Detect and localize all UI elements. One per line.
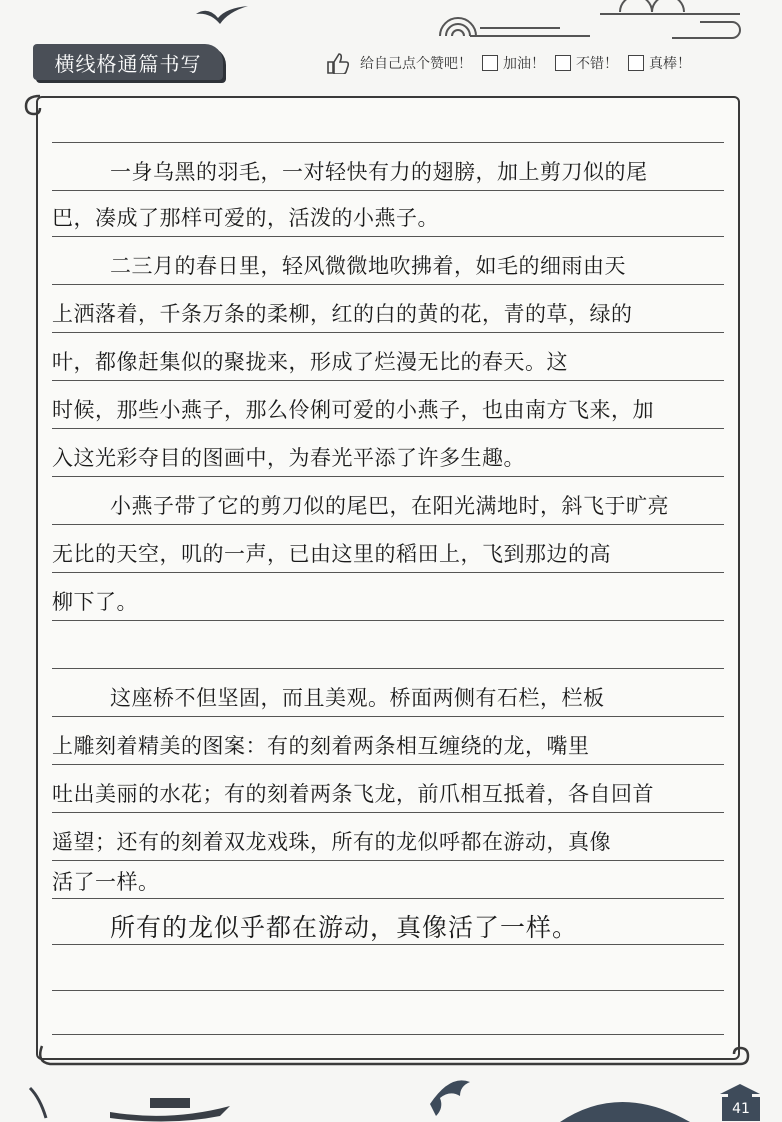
praise-label: 给自己点个赞吧！ xyxy=(360,56,472,72)
rating-option-bucuo[interactable] xyxy=(555,53,618,73)
scroll-curl-top-icon xyxy=(18,92,58,120)
section-title: 横线格通篇书写 xyxy=(54,51,202,76)
text-line: 时候，那些小燕子，那么伶俐可爱的小燕子，也由南方飞来，加 xyxy=(52,398,654,422)
fish-icon xyxy=(430,1080,470,1116)
ruled-line xyxy=(52,1034,724,1035)
text-line: 活了一样。 xyxy=(52,870,160,894)
boat-icon xyxy=(110,1098,230,1122)
text-line xyxy=(52,630,728,670)
checkbox[interactable] xyxy=(482,55,498,71)
bottom-decoration xyxy=(0,1060,782,1122)
text-line: 入这光彩夺目的图画中，为春光平添了许多生趣。 xyxy=(52,446,525,470)
rating-option-label: 加油！ xyxy=(503,56,545,72)
page-number: 41 xyxy=(722,1097,760,1121)
rating-option-zhenbang[interactable] xyxy=(628,53,691,73)
checkbox[interactable] xyxy=(555,55,571,71)
pagoda-icon xyxy=(720,1084,760,1098)
rating-option-jiayou[interactable] xyxy=(482,53,545,73)
bird-icon xyxy=(196,6,248,24)
text-line: 巴，凑成了那样可爱的，活泼的小燕子。 xyxy=(52,206,439,230)
text-line: 二三月的春日里，轻风微微地吹拂着，如毛的细雨由天 xyxy=(110,254,626,278)
ripple-icon xyxy=(440,18,590,36)
text-line-sample: 所有的龙似乎都在游动，真像活了一样。 xyxy=(110,913,579,942)
checkbox[interactable] xyxy=(628,55,644,71)
text-line: 叶，都像赶集似的聚拢来，形成了烂漫无比的春天。这 xyxy=(52,350,568,374)
top-decoration xyxy=(0,0,782,50)
text-line: 小燕子带了它的剪刀似的尾巴，在阳光满地时，斜飞于旷亮 xyxy=(110,494,669,518)
ruled-line xyxy=(52,990,724,991)
hill-icon xyxy=(560,1102,690,1122)
rating-option-label: 不错！ xyxy=(576,56,618,72)
text-line: 一身乌黑的羽毛，一对轻快有力的翅膀，加上剪刀似的尾 xyxy=(110,160,648,184)
text-line: 这座桥不但坚固，而且美观。桥面两侧有石栏，栏板 xyxy=(110,686,605,710)
wave-icon xyxy=(600,0,740,38)
rating-option-label: 真棒！ xyxy=(649,56,691,72)
ruled-line xyxy=(52,142,724,143)
text-line: 遥望；还有的刻着双龙戏珠，所有的龙似呼都在游动，真像 xyxy=(52,830,611,854)
section-title-badge xyxy=(33,44,223,80)
reed-icon xyxy=(30,1088,46,1118)
text-line: 上雕刻着精美的图案：有的刻着两条相互缠绕的龙，嘴里 xyxy=(52,734,590,758)
self-rating xyxy=(326,51,691,75)
text-line: 无比的天空，叽的一声，已由这里的稻田上，飞到那边的高 xyxy=(52,542,611,566)
text-line: 上洒落着，千条万条的柔柳，红的白的黄的花，青的草，绿的 xyxy=(52,302,633,326)
thumbs-up-icon xyxy=(326,52,350,74)
text-line: 柳下了。 xyxy=(52,590,138,614)
text-line: 吐出美丽的水花；有的刻着两条飞龙，前爪相互抵着，各自回首 xyxy=(52,782,654,806)
